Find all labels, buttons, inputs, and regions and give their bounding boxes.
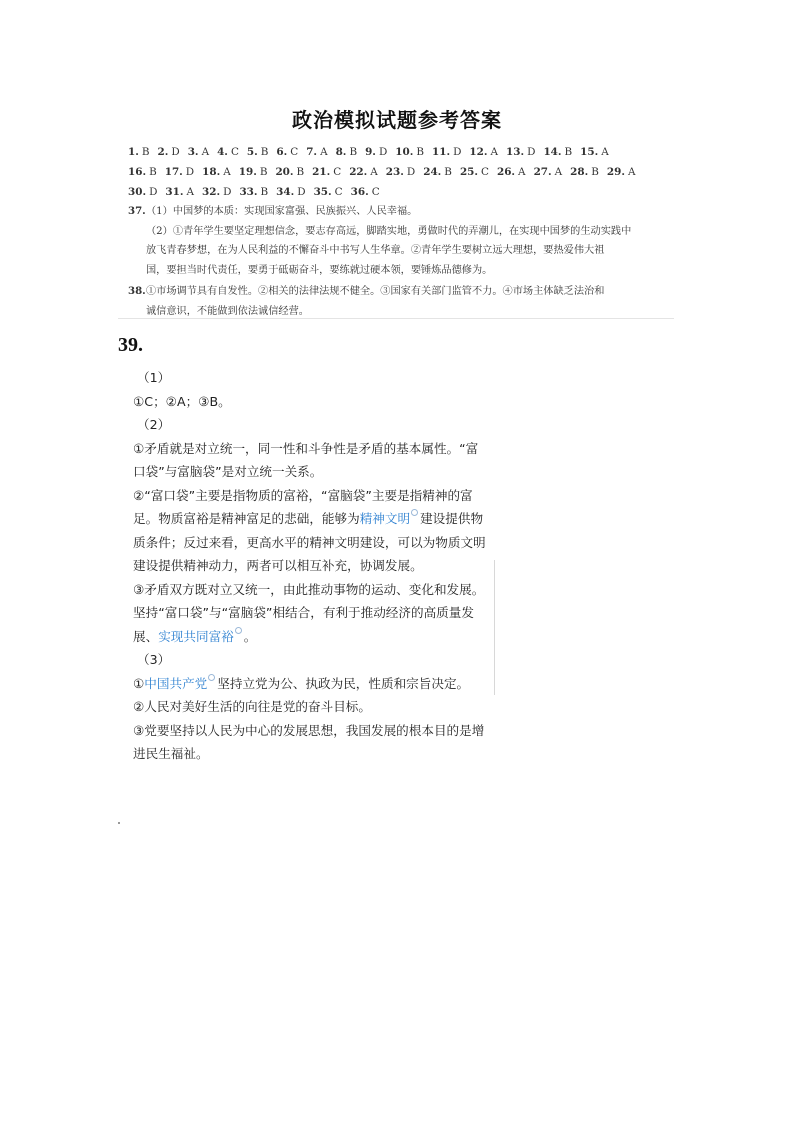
choice-number: 23. [385,166,404,178]
answer-row [128,142,673,162]
keyword-link-cpc[interactable]: 中国共产党 [144,675,208,691]
choice-letter: B [149,166,157,178]
choice-number: 30. [128,186,147,198]
choice-answer [312,162,341,182]
choice-number: 20. [275,166,294,178]
question-38 [128,282,673,321]
choice-number: 21. [312,166,331,178]
choice-number: 2. [157,146,169,158]
answer-row [128,162,673,182]
choice-answer [543,142,572,162]
choice-number: 34. [276,186,295,198]
question-number: 38. [128,285,146,297]
choice-answer [247,142,269,162]
choice-answer [469,142,498,162]
answer-text [133,578,488,649]
search-icon[interactable] [235,627,242,634]
choice-answer [336,142,358,162]
choice-letter: B [260,186,269,198]
q38-line: 诚信意识，不能做到依法诚信经营。 [146,305,309,317]
choice-number: 22. [349,166,368,178]
choice-number: 17. [164,166,183,178]
choice-letter: A [223,166,231,178]
choice-letter: A [554,166,563,178]
choice-letter: D [297,186,306,198]
question-37 [128,202,673,280]
choice-letter: D [527,146,536,158]
choice-letter: A [601,146,609,158]
question-number: 37. [128,205,146,217]
choice-answer [506,142,535,162]
text-segment: 建设提供物质条件；反过来看，更高水平的精神文明建设，可以为物质文明建设提供精神动力，两者可以相互补充，协调发展。 [133,511,486,573]
choice-letter: A [201,146,210,158]
question-39 [133,366,488,766]
choice-answer [306,142,327,162]
choice-letter: B [444,166,452,178]
choice-number: 6. [276,146,288,158]
choice-letter: C [371,186,380,198]
choice-answer [423,162,452,182]
choice-number: 14. [543,146,562,158]
text-segment: ③矛盾双方既对立又统一，由此推动事物的运动、变化和发展。坚持“富口袋”与“富脑袋”相结合，有利于推动经济的高质量发展、 [133,581,485,644]
choice-answer [460,162,489,182]
choice-number: 18. [202,166,221,178]
choice-number: 3. [187,146,199,158]
choice-answer [386,162,415,182]
choice-number: 29. [606,166,625,178]
q37-line: （2）①青年学生要坚定理想信念，要志存高远，脚踏实地，勇做时代的弄潮儿，在实现中国梦的生动实践中 [146,225,632,237]
choice-number: 15. [580,146,599,158]
choice-answer [365,142,387,162]
choice-letter: B [349,146,358,158]
choice-number: 1. [128,146,139,158]
choice-answer [534,162,563,182]
choice-letter: B [259,166,268,178]
choice-letter: B [591,166,599,178]
choice-letter: B [260,146,269,158]
choice-letter: D [406,166,416,178]
scan-edge-divider [118,318,674,319]
choice-letter: C [230,146,239,158]
choice-letter: A [627,166,636,178]
keyword-link-common-prosperity[interactable]: 实现共同富裕 [158,628,234,644]
choice-letter: D [453,146,462,158]
q37-line: 国，要担当时代责任，要勇于砥砺奋斗，要练就过硬本领，要锤炼品德修为。 [146,264,493,276]
choice-number: 25. [459,166,479,178]
answer-text [133,672,488,696]
page-title: 政治模拟试题参考答案 [292,108,502,132]
choice-number: 36. [350,186,369,198]
choice-letter: C [333,166,342,178]
keyword-link-spiritual-civilization[interactable]: 精神文明 [359,511,411,526]
choice-answer [128,182,157,202]
choice-number: 9. [365,146,376,158]
choice-answer [351,182,380,202]
choice-number: 5. [246,146,258,158]
choice-answer [239,182,268,202]
choice-number: 27. [533,166,552,178]
choice-answer [314,182,343,202]
question-39-number: 39. [118,334,143,356]
choice-answer [275,162,304,182]
choice-number: 28. [570,166,589,178]
choice-letter: D [185,166,195,178]
choice-answer [128,162,157,182]
choice-number: 26. [496,166,516,178]
answer-text: ③党要坚持以人民为中心的发展思想，我国发展的根本目的是增进民生福祉。 [133,722,485,761]
choice-answer [607,162,636,182]
answer-text [133,484,488,578]
part-label: （3） [137,652,171,667]
choice-answer [349,162,378,182]
choice-letter: B [296,166,305,178]
choice-number: 31. [165,186,184,198]
choice-answer [570,162,599,182]
choice-letter: D [223,186,232,198]
choice-letter: A [320,146,328,158]
choice-number: 7. [306,146,318,158]
part-label: （2） [137,417,171,432]
choice-answer [217,142,239,162]
text-segment: 。 [243,628,257,644]
choice-letter: D [149,186,158,198]
choice-answer [202,182,231,202]
choice-number: 16. [128,166,147,178]
choice-letter: B [564,146,573,158]
choice-answer [202,162,231,182]
choice-number: 11. [432,146,451,158]
choice-answer [128,142,150,162]
scan-dot [118,822,120,824]
text-segment: ②“富口袋”主要是指物质的富裕，“富脑袋”主要是指精神的富足。物质富裕是精神富足的悲础，能够为 [133,487,473,526]
choice-number: 8. [335,146,347,158]
choice-letter: A [370,166,378,178]
choice-letter: C [334,186,343,198]
choice-number: 19. [238,166,257,178]
choice-answer [276,142,298,162]
choice-number: 33. [239,186,258,198]
choice-letter: D [378,146,388,158]
q37-line: （1）中国梦的本质：实现国家富强、民族振兴、人民幸福。 [146,206,418,217]
q38-line: ①市场调节具有自发性。②相关的法律法规不健全。③国家有关部门监管不力。④市场主体缺乏法治和 [146,286,605,297]
answer-text: ①矛盾就是对立统一，同一性和斗争性是矛盾的基本属性。“富口袋”与富脑袋”是对立统一关系。 [133,440,479,479]
choice-answer [580,142,609,162]
choice-letter: A [518,166,526,178]
choice-letter: A [490,146,499,158]
choice-answer [158,142,180,162]
search-icon[interactable] [208,674,215,681]
choice-letter: B [416,146,424,158]
choice-number: 10. [395,146,414,158]
choice-answers [128,142,673,202]
choice-letter: C [290,146,299,158]
choice-number: 4. [217,146,228,158]
choice-number: 12. [469,146,488,158]
choice-answer [239,162,268,182]
choice-letter: D [171,146,180,158]
choice-number: 32. [202,186,221,198]
part-label: （1） [137,370,171,385]
choice-answer [188,142,209,162]
search-icon[interactable] [411,509,418,516]
choice-letter: C [481,166,489,178]
q37-line: 放飞青春梦想，在为人民利益的不懈奋斗中书写人生华章。②青年学生要树立远大理想，要热爱伟大祖 [146,245,605,256]
choice-answer [165,162,194,182]
choice-answer [395,142,424,162]
choice-answer [165,182,194,202]
text-segment: 坚持立党为公、执政为民，性质和宗旨决定。 [217,675,470,691]
choice-answer [276,182,305,202]
choice-number: 13. [506,146,525,158]
choice-letter: A [186,186,195,198]
choice-number: 35. [313,186,332,198]
answer-text: ②人民对美好生活的向往是党的奋斗目标。 [133,699,371,714]
answer-row [128,182,673,202]
choice-letter: B [141,146,150,158]
choice-answer [432,142,461,162]
text-segment: ① [133,675,145,691]
choice-answer [497,162,526,182]
scroll-indicator [494,560,495,695]
choice-number: 24. [423,166,442,178]
answer-text: ①C；②A；③B。 [133,393,231,409]
